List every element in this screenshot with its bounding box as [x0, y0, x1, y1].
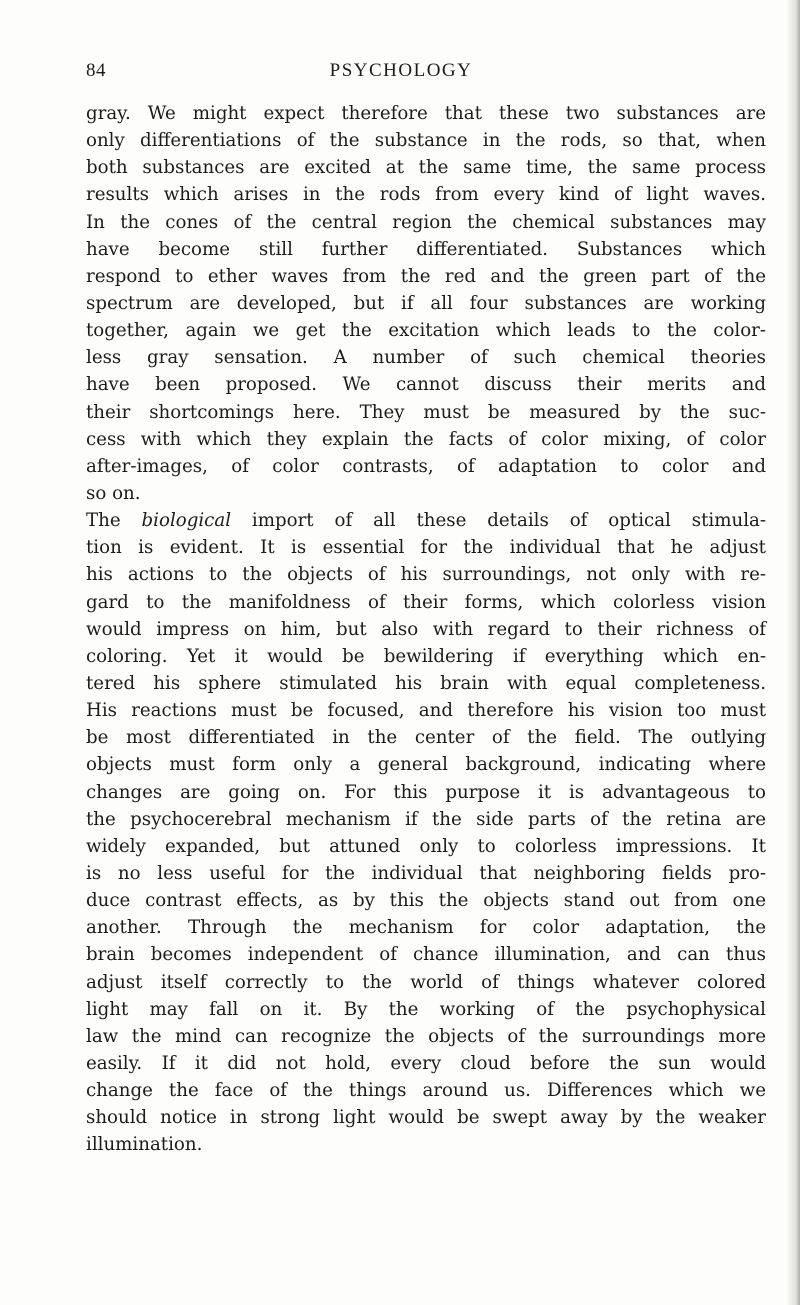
text-line: both substances are excited at the same time, the same process: [86, 157, 766, 179]
text-line: tered his sphere stimulated his brain with equal completeness.: [86, 672, 766, 694]
text-line: law the mind can recognize the objects of the surroundings more: [86, 1025, 766, 1047]
text-line: spectrum are developed, but if all four substances are working: [86, 292, 766, 314]
text-line: coloring. Yet it would be bewildering if everything which en-: [86, 645, 766, 667]
text-line: brain becomes independent of chance illumination, and can thus: [86, 944, 766, 966]
text-line: tion is evident. It is essential for the individual that he adjust: [86, 537, 766, 559]
text-segment: import of all these details of optical stimula-: [231, 510, 767, 532]
text-line: cess with which they explain the facts of color mixing, of color: [86, 428, 766, 450]
text-line: after-images, of color contrasts, of adaptation to color and: [86, 455, 766, 477]
text-segment: The: [86, 510, 142, 532]
text-line: have become still further differentiated. Substances which: [86, 238, 766, 260]
text-line: [86, 507, 766, 534]
text-line: less gray sensation. A number of such chemical theories: [86, 347, 766, 369]
text-line: light may fall on it. By the working of the psychophysical: [86, 998, 766, 1020]
text-line: His reactions must be focused, and therefore his vision too must: [86, 700, 766, 722]
text-line: be most differentiated in the center of the field. The outlying: [86, 727, 766, 749]
text-line: gard to the manifoldness of their forms, which colorless vision: [86, 591, 766, 613]
text-line: results which arises in the rods from every kind of light waves.: [86, 184, 766, 206]
text-line: change the face of the things around us. Differences which we: [86, 1080, 766, 1102]
italic-emphasis: biological: [141, 510, 232, 532]
text-line: easily. If it did not hold, every cloud before the sun would: [86, 1052, 766, 1074]
text-line: objects must form only a general background, indicating where: [86, 754, 766, 776]
text-line: duce contrast effects, as by this the objects stand out from one: [86, 890, 766, 912]
text-line: In the cones of the central region the chemical substances may: [86, 211, 766, 233]
body-text: [86, 100, 766, 1158]
text-line: his actions to the objects of his surroundings, not only with re-: [86, 564, 766, 586]
text-line: have been proposed. We cannot discuss their merits and: [86, 374, 766, 396]
text-line: widely expanded, but attuned only to colorless impressions. It: [86, 835, 766, 857]
text-line: another. Through the mechanism for color adaptation, the: [86, 917, 766, 939]
text-line: should notice in strong light would be swept away by the weaker: [86, 1107, 766, 1129]
text-line: gray. We might expect therefore that these two substances are: [86, 103, 766, 124]
text-line: the psychocerebral mechanism if the side parts of the retina are: [86, 808, 766, 830]
page-header: [86, 58, 716, 84]
page-edge-shadow: [786, 0, 800, 1305]
text-line: adjust itself correctly to the world of things whatever colored: [86, 971, 766, 993]
text-line: only differentiations of the substance in the rods, so that, when: [86, 130, 766, 152]
text-line: illumination.: [86, 1134, 203, 1156]
page-number: 84: [86, 60, 106, 81]
text-line: their shortcomings here. They must be measured by the suc-: [86, 401, 766, 423]
text-line: so on.: [86, 482, 141, 504]
text-line: changes are going on. For this purpose it is advantageous to: [86, 781, 766, 803]
text-line: respond to ether waves from the red and the green part of the: [86, 265, 766, 287]
text-line: would impress on him, but also with regard to their richness of: [86, 618, 766, 640]
text-line: is no less useful for the individual that neighboring fields pro-: [86, 862, 766, 884]
text-line: together, again we get the excitation which leads to the color-: [86, 320, 766, 342]
running-head: PSYCHOLOGY: [329, 60, 473, 81]
